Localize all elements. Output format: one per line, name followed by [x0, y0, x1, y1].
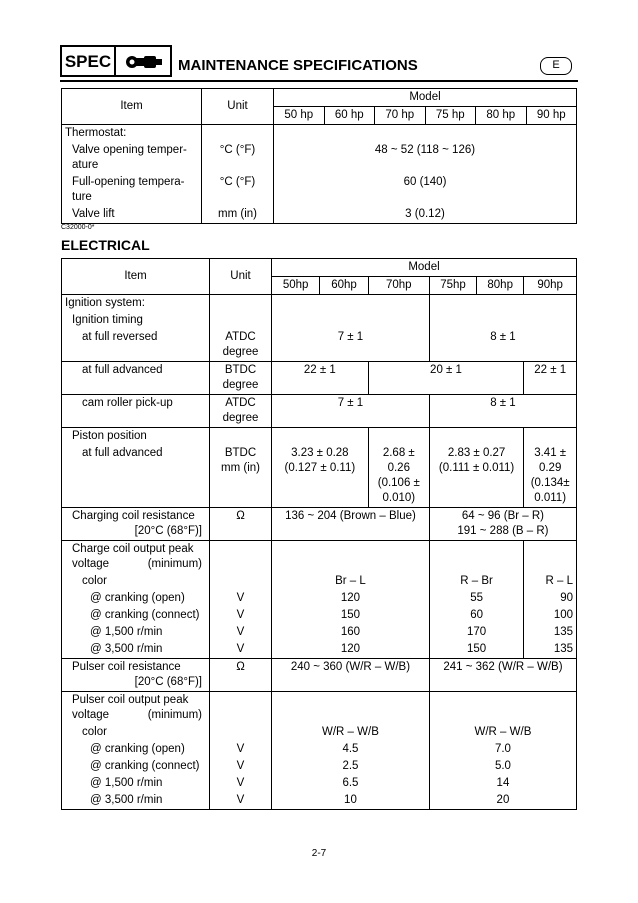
- charging-coil-label: Charging coil resistance [20°C (68°F)]: [62, 508, 210, 541]
- full-advanced-unit: BTDC degree: [210, 362, 272, 395]
- pulser-coil-b: 241 ~ 362 (W/R – W/B): [429, 659, 576, 692]
- cam-roller-unit: ATDC degree: [210, 395, 272, 428]
- valve-lift-value: 3 (0.12): [274, 206, 577, 224]
- charge-color-c: R – L: [524, 573, 577, 590]
- full-advanced-label: at full advanced: [62, 362, 210, 395]
- col-item: Item: [62, 89, 202, 125]
- full-reversed-b: 8 ± 1: [429, 329, 576, 362]
- cam-roller-b: 8 ± 1: [429, 395, 576, 428]
- full-advanced-a: 22 ± 1: [272, 362, 369, 395]
- charge-1500-b: 170: [429, 624, 523, 641]
- charge-3500-c: 135: [524, 641, 577, 659]
- charge-3500-b: 150: [429, 641, 523, 659]
- pulser-3500-label: @ 3,500 r/min: [90, 794, 163, 806]
- piston-advanced-b: 2.68 ± 0.26 (0.106 ± 0.010): [368, 445, 429, 508]
- valve-lift-unit: mm (in): [202, 206, 274, 224]
- model-75: 75hp: [429, 277, 476, 295]
- pulser-coil-a: 240 ~ 360 (W/R – W/B): [272, 659, 430, 692]
- piston-advanced-c: 2.83 ± 0.27 (0.111 ± 0.011): [429, 445, 523, 508]
- page-header: [60, 45, 578, 81]
- charge-connect-a: 150: [272, 607, 430, 624]
- full-opening-unit: °C (°F): [202, 174, 274, 206]
- pulser-connect-label: @ cranking (connect): [90, 760, 200, 772]
- piston-advanced-unit: BTDC mm (in): [210, 445, 272, 508]
- charge-connect-b: 60: [429, 607, 523, 624]
- model-90: 90 hp: [526, 107, 577, 125]
- full-reversed-a: 7 ± 1: [272, 329, 430, 362]
- model-60: 60hp: [320, 277, 368, 295]
- full-opening-label: Full-opening tempera- ture: [72, 176, 185, 203]
- pulser-open-unit: V: [210, 741, 272, 758]
- pulser-connect-b: 5.0: [429, 758, 576, 775]
- charge-1500-label: @ 1,500 r/min: [90, 626, 163, 638]
- pulser-3500-unit: V: [210, 792, 272, 810]
- thermostat-table: [61, 88, 577, 224]
- ignition-timing-label: Ignition timing: [72, 314, 143, 326]
- charging-coil-a: 136 ~ 204 (Brown – Blue): [272, 508, 430, 541]
- charge-1500-c: 135: [524, 624, 577, 641]
- valve-opening-unit: °C (°F): [202, 142, 274, 174]
- full-advanced-c: 22 ± 1: [524, 362, 577, 395]
- charge-connect-label: @ cranking (connect): [90, 609, 200, 621]
- charge-color-b: R – Br: [429, 573, 523, 590]
- charge-3500-unit: V: [210, 641, 272, 659]
- charge-peak-label: Charge coil output peak voltage (minimum): [62, 541, 210, 574]
- pulser-coil-unit: Ω: [210, 659, 272, 692]
- charge-open-unit: V: [210, 590, 272, 607]
- charge-1500-a: 160: [272, 624, 430, 641]
- charge-1500-unit: V: [210, 624, 272, 641]
- model-90: 90hp: [524, 277, 577, 295]
- full-reversed-label: at full reversed: [82, 331, 158, 343]
- charge-connect-c: 100: [524, 607, 577, 624]
- ignition-system-label: Ignition system:: [65, 297, 145, 309]
- pulser-3500-a: 10: [272, 792, 430, 810]
- pulser-1500-a: 6.5: [272, 775, 430, 792]
- charge-color-a: Br – L: [272, 573, 430, 590]
- full-advanced-b: 20 ± 1: [368, 362, 524, 395]
- model-75: 75 hp: [425, 107, 476, 125]
- piston-position-label: Piston position: [62, 428, 210, 446]
- pulser-color-b: W/R – W/B: [429, 724, 576, 741]
- full-reversed-unit: ATDC degree: [210, 329, 272, 362]
- charging-coil-unit: Ω: [210, 508, 272, 541]
- model-70: 70hp: [368, 277, 429, 295]
- pulser-3500-b: 20: [429, 792, 576, 810]
- charge-open-label: @ cranking (open): [90, 592, 185, 604]
- charge-open-c: 90: [524, 590, 577, 607]
- charge-color-label: color: [82, 575, 107, 587]
- charging-coil-b: 64 ~ 96 (Br – R) 191 ~ 288 (B – R): [429, 508, 576, 541]
- pulser-connect-a: 2.5: [272, 758, 430, 775]
- model-70: 70 hp: [375, 107, 426, 125]
- pulser-1500-unit: V: [210, 775, 272, 792]
- col-unit: Unit: [202, 89, 274, 125]
- pulser-open-label: @ cranking (open): [90, 743, 185, 755]
- valve-lift-label: Valve lift: [72, 208, 115, 220]
- piston-advanced-label: at full advanced: [82, 447, 163, 459]
- col-item: Item: [62, 259, 210, 295]
- pulser-coil-label: Pulser coil resistance [20°C (68°F)]: [62, 659, 210, 692]
- spec-label: SPEC: [60, 45, 116, 77]
- model-80: 80hp: [477, 277, 524, 295]
- cam-roller-label: cam roller pick-up: [62, 395, 210, 428]
- cam-roller-a: 7 ± 1: [272, 395, 430, 428]
- section-title: ELECTRICAL: [61, 237, 150, 253]
- pulser-peak-label: Pulser coil output peak voltage (minimum): [62, 692, 210, 725]
- pulser-color-label: color: [82, 726, 107, 738]
- charge-open-b: 55: [429, 590, 523, 607]
- pulser-1500-b: 14: [429, 775, 576, 792]
- col-model: Model: [274, 89, 577, 107]
- model-80: 80 hp: [476, 107, 527, 125]
- page-title: MAINTENANCE SPECIFICATIONS: [178, 57, 418, 74]
- charge-connect-unit: V: [210, 607, 272, 624]
- wrench-icon-box: [116, 45, 172, 77]
- charge-3500-a: 120: [272, 641, 430, 659]
- page-number: 2-7: [311, 848, 327, 859]
- thermostat-label: Thermostat:: [65, 127, 127, 139]
- col-unit: Unit: [210, 259, 272, 295]
- language-badge: E: [540, 57, 572, 75]
- model-50: 50hp: [272, 277, 320, 295]
- charge-open-a: 120: [272, 590, 430, 607]
- pulser-connect-unit: V: [210, 758, 272, 775]
- charge-3500-label: @ 3,500 r/min: [90, 643, 163, 655]
- header-rule: [60, 80, 578, 82]
- wrench-icon: [124, 53, 164, 71]
- col-model: Model: [272, 259, 577, 277]
- valve-opening-label: Valve opening temper- ature: [72, 144, 187, 171]
- section-code: C32000-0*: [61, 224, 95, 231]
- electrical-table: [61, 258, 577, 810]
- full-opening-value: 60 (140): [274, 174, 577, 206]
- pulser-color-a: W/R – W/B: [272, 724, 430, 741]
- piston-advanced-d: 3.41 ± 0.29 (0.134± 0.011): [524, 445, 577, 508]
- model-50: 50 hp: [274, 107, 325, 125]
- pulser-open-b: 7.0: [429, 741, 576, 758]
- model-60: 60 hp: [324, 107, 375, 125]
- pulser-open-a: 4.5: [272, 741, 430, 758]
- piston-advanced-a: 3.23 ± 0.28 (0.127 ± 0.11): [272, 445, 369, 508]
- pulser-1500-label: @ 1,500 r/min: [90, 777, 163, 789]
- valve-opening-value: 48 ~ 52 (118 ~ 126): [274, 142, 577, 174]
